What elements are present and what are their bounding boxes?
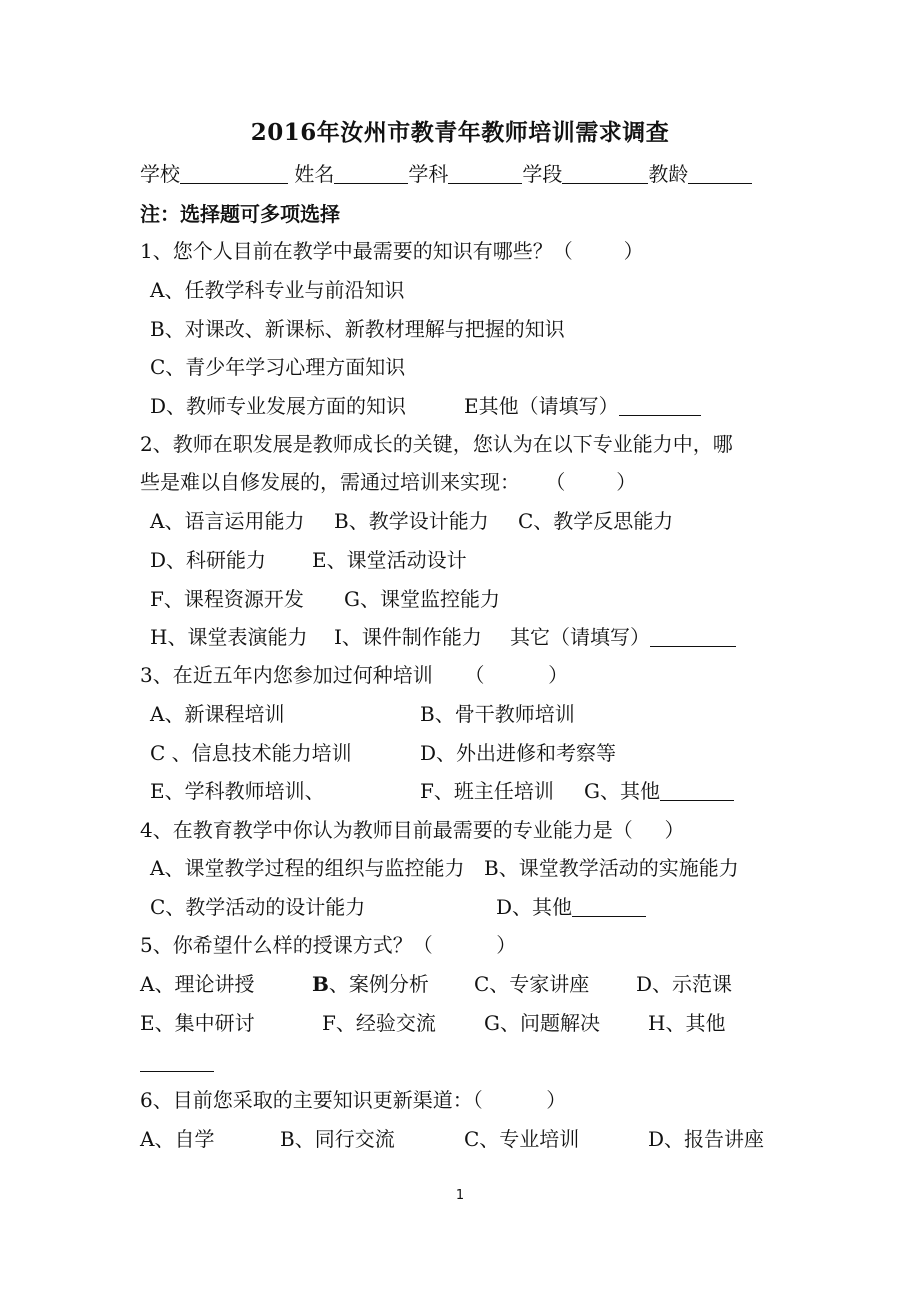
stage-blank[interactable] <box>562 163 648 184</box>
q3-option-b[interactable]: B、骨干教师培训 <box>420 702 575 726</box>
q5-option-b[interactable] <box>312 970 429 998</box>
q5-option-b-label: 、案例分析 <box>328 972 429 996</box>
q5-option-g[interactable]: G、问题解决 <box>484 1011 600 1035</box>
q1-option-e[interactable] <box>464 392 701 420</box>
q4-option-d-label: D、其他 <box>496 895 573 919</box>
q5-option-c[interactable]: C、专家讲座 <box>474 972 590 996</box>
q6-option-d[interactable]: D、报告讲座 <box>648 1127 765 1151</box>
q1-text: 1、您个人目前在教学中最需要的知识有哪些？（ ） <box>140 239 644 263</box>
q2-option-d[interactable]: D、科研能力 <box>150 548 267 572</box>
years-label: 教龄 <box>648 162 689 186</box>
q1-option-e-label: E其他（请填写） <box>464 394 619 418</box>
q4-option-c[interactable]: C、教学活动的设计能力 <box>150 895 366 919</box>
q5-other-line[interactable] <box>140 1048 214 1076</box>
subject-blank[interactable] <box>448 163 522 184</box>
q4-option-b[interactable]: B、课堂教学活动的实施能力 <box>484 856 739 880</box>
q1-other-blank[interactable] <box>619 395 701 416</box>
q3-option-d[interactable]: D、外出进修和考察等 <box>420 741 617 765</box>
q3-text: 3、在近五年内您参加过何种培训 （ ） <box>140 663 569 687</box>
q4-option-d[interactable] <box>496 893 646 921</box>
q2-other-blank[interactable] <box>650 626 736 647</box>
q2-option-other[interactable] <box>510 623 736 651</box>
page-title: 2016年汝州市教青年教师培训需求调查 <box>250 119 670 146</box>
subject-label: 学科 <box>408 162 449 186</box>
name-blank[interactable] <box>334 163 408 184</box>
q1-option-a[interactable]: A、任教学科专业与前沿知识 <box>150 278 405 302</box>
q3-option-c[interactable]: C 、信息技术能力培训 <box>150 741 352 765</box>
q5-option-b-letter: B <box>312 972 329 996</box>
q3-other-blank[interactable] <box>660 780 734 801</box>
q2-option-other-label: 其它（请填写） <box>510 625 650 649</box>
q1-option-c[interactable]: C、青少年学习心理方面知识 <box>150 355 406 379</box>
school-blank[interactable] <box>180 163 288 184</box>
q4-text: 4、在教育教学中你认为教师目前最需要的专业能力是（ ） <box>140 818 685 842</box>
q2-option-g[interactable]: G、课堂监控能力 <box>344 587 500 611</box>
years-blank[interactable] <box>688 163 752 184</box>
q3-option-a[interactable]: A、新课程培训 <box>150 702 285 726</box>
q3-option-g[interactable] <box>584 777 734 805</box>
q2-option-c[interactable]: C、教学反思能力 <box>518 509 674 533</box>
q4-option-a[interactable]: A、课堂教学过程的组织与监控能力 <box>150 856 465 880</box>
q6-option-a[interactable]: A、自学 <box>140 1127 215 1151</box>
q5-text: 5、你希望什么样的授课方式？（ ） <box>140 933 517 957</box>
q1-option-d[interactable]: D、教师专业发展方面的知识 <box>150 394 407 418</box>
q5-option-f[interactable]: F、经验交流 <box>322 1011 436 1035</box>
q2-option-b[interactable]: B、教学设计能力 <box>334 509 489 533</box>
page-number: 1 <box>455 1188 465 1203</box>
q1-option-b[interactable]: B、对课改、新课标、新教材理解与把握的知识 <box>150 317 565 341</box>
q4-other-blank[interactable] <box>572 896 646 917</box>
q2-option-e[interactable]: E、课堂活动设计 <box>312 548 467 572</box>
q5-option-a[interactable]: A、理论讲授 <box>140 972 255 996</box>
q2-option-h[interactable]: H、课堂表演能力 <box>150 625 308 649</box>
q2-option-a[interactable]: A、语言运用能力 <box>150 509 305 533</box>
q2-option-i[interactable]: I、课件制作能力 <box>334 625 482 649</box>
q5-option-d[interactable]: D、示范课 <box>636 972 733 996</box>
q2-text-line2: 些是难以自修发展的，需通过培训来实现： （ ） <box>140 470 637 494</box>
name-label: 姓名 <box>294 162 335 186</box>
school-label: 学校 <box>140 162 180 186</box>
q5-option-h[interactable]: H、其他 <box>648 1011 726 1035</box>
header-fields <box>140 160 752 188</box>
q5-option-e[interactable]: E、集中研讨 <box>140 1011 255 1035</box>
stage-label: 学段 <box>522 162 563 186</box>
q6-text: 6、目前您采取的主要知识更新渠道：（ ） <box>140 1088 567 1112</box>
q6-option-b[interactable]: B、同行交流 <box>280 1127 395 1151</box>
q3-option-e[interactable]: E、学科教师培训、 <box>150 779 325 803</box>
q3-option-g-label: G、其他 <box>584 779 660 803</box>
q6-option-c[interactable]: C、专业培训 <box>464 1127 580 1151</box>
q2-option-f[interactable]: F、课程资源开发 <box>150 587 304 611</box>
q5-other-blank[interactable] <box>140 1051 214 1072</box>
note: 注：选择题可多项选择 <box>140 202 340 226</box>
q2-text-line1: 2、教师在职发展是教师成长的关键，您认为在以下专业能力中，哪 <box>140 432 733 456</box>
q3-option-f[interactable]: F、班主任培训 <box>420 779 554 803</box>
